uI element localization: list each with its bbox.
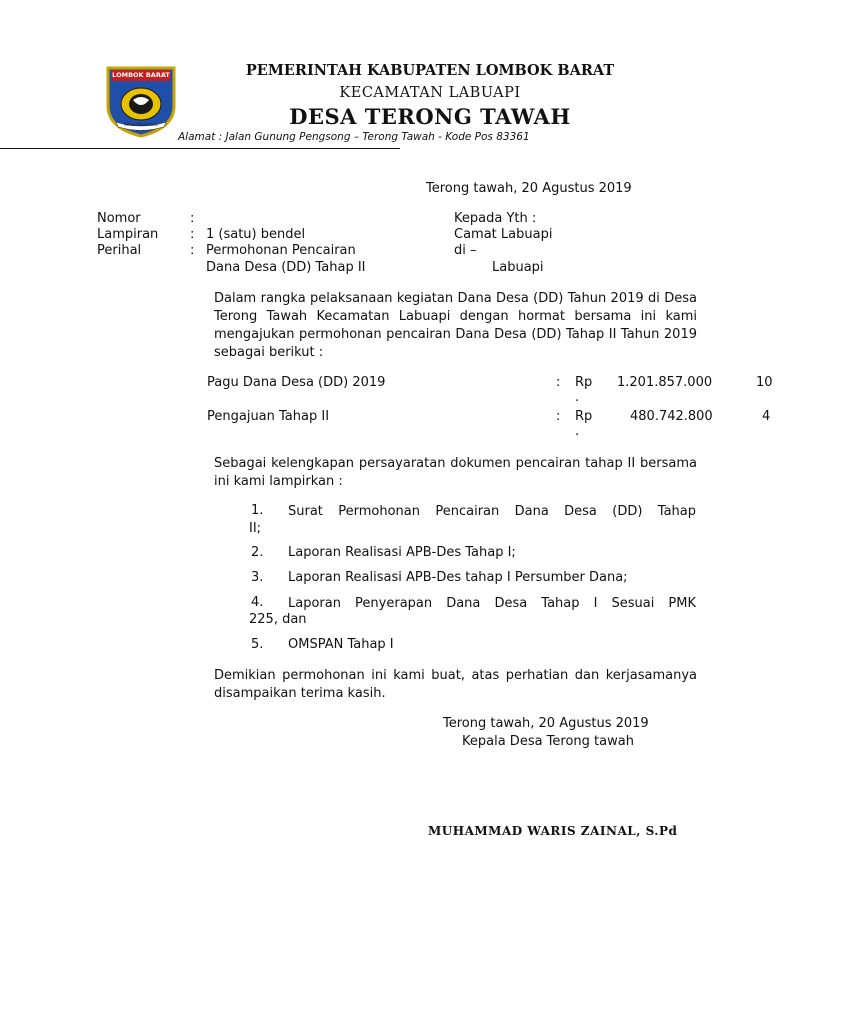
perihal-label: Perihal	[97, 243, 142, 258]
fund-currency-2: Rp	[575, 409, 593, 424]
signer-name: MUHAMMAD WARIS ZAINAL, S.Pd	[428, 824, 678, 838]
nomor-colon: :	[190, 211, 195, 226]
recipient-line2: Camat Labuapi	[454, 227, 553, 242]
signature-place-date: Terong tawah, 20 Agustus 2019	[443, 716, 649, 731]
letter-date: Terong tawah, 20 Agustus 2019	[426, 181, 632, 196]
government-name: PEMERINTAH KABUPATEN LOMBOK BARAT	[245, 62, 615, 79]
attachment-cont-4: 225, dan	[249, 612, 307, 627]
perihal-value-line2: Dana Desa (DD) Tahap II	[206, 260, 366, 275]
attachment-text-1: Surat Permohonan Pencairan Dana Desa (DD) Tahap	[288, 504, 696, 519]
attachment-text-4: Laporan Penyerapan Dana Desa Tahap I Sesuai PMK	[288, 596, 696, 611]
fund-extra-2: 4	[762, 409, 771, 424]
perihal-value-line1: Permohonan Pencairan	[206, 243, 356, 258]
village-name: DESA TERONG TAWAH	[289, 104, 571, 129]
letterhead-divider	[0, 148, 400, 149]
recipient-line3: di –	[454, 243, 477, 258]
logo-banner-text: LOMBOK BARAT	[112, 71, 170, 79]
fund-extra-1: 10	[756, 375, 773, 390]
fund-label-2: Pengajuan Tahap II	[207, 409, 330, 424]
fund-amount-1: 1.201.857.000	[617, 375, 713, 390]
attachment-num-3: 3.	[251, 570, 264, 585]
signature-position: Kepala Desa Terong tawah	[462, 734, 634, 749]
attachment-num-4: 4.	[251, 595, 264, 610]
attachment-num-1: 1.	[251, 503, 264, 518]
fund-colon-1: :	[556, 375, 561, 390]
fund-colon-2: :	[556, 409, 561, 424]
fund-amount-2: 480.742.800	[630, 409, 713, 424]
nomor-label: Nomor	[97, 211, 141, 226]
lampiran-value: 1 (satu) bendel	[206, 227, 306, 242]
address-line: Alamat : Jalan Gunung Pengsong – Terong Tawah - Kode Pos 83361	[178, 131, 530, 143]
attachment-num-2: 2.	[251, 545, 264, 560]
closing-paragraph: Demikian permohonan ini kami buat, atas perhatian dan kerjasamanya disampaikan terima kasih.	[214, 668, 697, 701]
attachment-cont-1: II;	[249, 521, 262, 536]
attachment-text-3: Laporan Realisasi APB-Des tahap I Persumber Dana;	[288, 570, 628, 585]
recipient-line4: Labuapi	[492, 260, 544, 275]
attachment-text-2: Laporan Realisasi APB-Des Tahap I;	[288, 545, 516, 560]
attachments-intro: Sebagai kelengkapan persayaratan dokumen pencairan tahap II bersama ini kami lampirkan :	[214, 456, 697, 489]
fund-dot-1: .	[575, 390, 580, 405]
fund-dot-2: .	[575, 424, 580, 439]
intro-paragraph: Dalam rangka pelaksanaan kegiatan Dana Desa (DD) Tahun 2019 di Desa Terong Tawah Kecamatan Labuapi dengan hormat bersama ini kami mengajukan permohonan pencairan Dana Desa (DD) Tahap II Tahun 2019 sebagai berikut :	[214, 291, 697, 360]
recipient-line1: Kepada Yth :	[454, 211, 537, 226]
fund-currency-1: Rp	[575, 375, 593, 390]
attachment-text-5: OMSPAN Tahap I	[288, 637, 394, 652]
lampiran-label: Lampiran	[97, 227, 159, 242]
logo-motto-text: PATUH PATUT PATJU	[123, 123, 159, 127]
attachment-num-5: 5.	[251, 637, 264, 652]
fund-label-1: Pagu Dana Desa (DD) 2019	[207, 375, 386, 390]
district-name: KECAMATAN LABUAPI	[339, 85, 521, 101]
lampiran-colon: :	[190, 227, 195, 242]
perihal-colon: :	[190, 243, 195, 258]
